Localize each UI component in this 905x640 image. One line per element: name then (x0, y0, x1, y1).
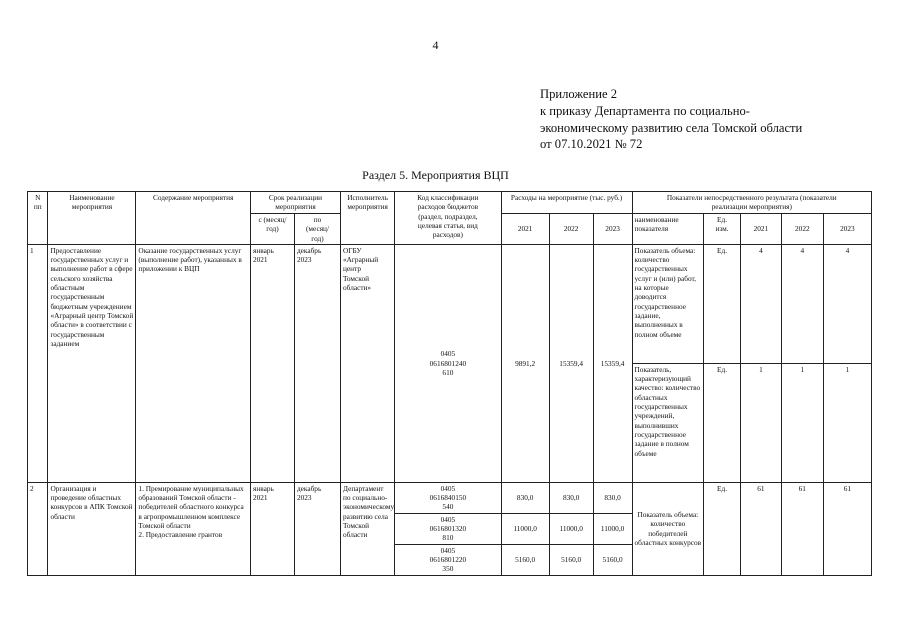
row-to: декабрь 2023 (294, 482, 340, 575)
indicator-unit: Ед. (704, 363, 741, 482)
table-row (28, 244, 872, 363)
header-unit: Ед. изм. (704, 214, 741, 245)
indicator-2021: 1 (740, 363, 781, 482)
indicator-unit: Ед. (704, 482, 741, 575)
indicator-2023: 61 (823, 482, 871, 575)
row-code: 0405 0616801220 350 (395, 544, 501, 575)
row-code: 0405 0616840150 540 (395, 482, 501, 513)
header-indicators: Показатели непосредственного результата (показатели реализации мероприятия) (632, 192, 871, 214)
header-indicator-name: наименование показателя (632, 214, 704, 245)
header-exp-2021: 2021 (501, 214, 549, 245)
indicator-2023: 1 (823, 363, 871, 482)
row-name: Организация и проведение областных конкурсов в АПК Томской области (48, 482, 136, 575)
appendix-block (540, 86, 802, 153)
table-header-row (28, 192, 872, 214)
indicator-2021: 4 (740, 244, 781, 363)
header-exp-2022: 2022 (549, 214, 593, 245)
indicator-2022: 4 (781, 244, 823, 363)
row-exp-2021: 830,0 (501, 482, 549, 513)
indicator-2023: 4 (823, 244, 871, 363)
indicator-name: Показатель, характеризующий качество: количество областных государственных учреждений, выполнивших государственное задание в полном объеме (632, 363, 704, 482)
appendix-line: экономическому развитию села Томской области (540, 120, 803, 135)
row-exp-2022: 15359,4 (549, 244, 593, 482)
page-number: 4 (432, 38, 439, 52)
row-code: 0405 0616801320 810 (395, 513, 501, 544)
indicator-2022: 61 (781, 482, 823, 575)
section-title: Раздел 5. Мероприятия ВЦП (362, 168, 509, 182)
appendix-line: Приложение 2 (540, 87, 618, 101)
row-exp-2022: 11000,0 (549, 513, 593, 544)
header-exp-2023: 2023 (593, 214, 632, 245)
row-num: 2 (28, 482, 48, 575)
row-exp-2021: 5160,0 (501, 544, 549, 575)
indicator-name: Показатель объема: количество государственных услуг и (или) работ, на которые доводится государственное задание, выполненных в полном объеме (632, 244, 704, 363)
table-row (28, 482, 872, 513)
header-ind-2021: 2021 (740, 214, 781, 245)
row-exp-2023: 15359,4 (593, 244, 632, 482)
header-num: N пп (28, 192, 48, 245)
row-exp-2021: 9891,2 (501, 244, 549, 482)
header-term-to: по (месяц/ год) (294, 214, 340, 245)
header-expenses: Расходы на мероприятие (тыс. руб.) (501, 192, 632, 214)
row-name: Предоставление государственных услуг и выполнение работ в сфере сельского хозяйства областным государственным бюджетным учреждением «Аграрный центр Томской области» в соответствии с государственным заданием (48, 244, 136, 482)
header-content: Содержание мероприятия (136, 192, 251, 245)
indicator-2021: 61 (740, 482, 781, 575)
row-exp-2023: 11000,0 (593, 513, 632, 544)
row-exp-2022: 830,0 (549, 482, 593, 513)
row-to: декабрь 2023 (294, 244, 340, 482)
row-exp-2023: 5160,0 (593, 544, 632, 575)
row-from: январь 2021 (250, 244, 294, 482)
row-exp-2022: 5160,0 (549, 544, 593, 575)
row-num: 1 (28, 244, 48, 482)
indicator-2022: 1 (781, 363, 823, 482)
appendix-line: к приказу Департамента по социально- (540, 103, 750, 118)
row-executor: Департамент по социально-экономическому развитию села Томской области (341, 482, 395, 575)
row-content: Оказание государственных услуг (выполнение работ), указанных в приложении к ВЦП (136, 244, 251, 482)
row-exp-2021: 11000,0 (501, 513, 549, 544)
header-ind-2022: 2022 (781, 214, 823, 245)
header-executor: Исполнитель мероприятия (341, 192, 395, 245)
header-term-from: с (месяц/ год) (250, 214, 294, 245)
measures-table (27, 191, 872, 576)
header-code: Код классификации расходов бюджетов (раздел, подраздел, целевая статья, вид расходов) (395, 192, 501, 245)
row-code: 0405 0616801240 610 (395, 244, 501, 482)
header-term: Срок реализации мероприятия (250, 192, 340, 214)
row-executor: ОГБУ «Аграрный центр Томской области» (341, 244, 395, 482)
row-from: январь 2021 (250, 482, 294, 575)
header-name: Наименование мероприятия (48, 192, 136, 245)
row-content: 1. Премирование муниципальных образований Томской области - победителей областного конкурса в агропромышленном комплексе Томской области 2. Предоставление грантов (136, 482, 251, 575)
indicator-name: Показатель объема: количество победителей областных конкурсов (632, 482, 704, 575)
row-exp-2023: 830,0 (593, 482, 632, 513)
appendix-line: от 07.10.2021 № 72 (540, 137, 643, 152)
indicator-unit: Ед. (704, 244, 741, 363)
header-ind-2023: 2023 (823, 214, 871, 245)
